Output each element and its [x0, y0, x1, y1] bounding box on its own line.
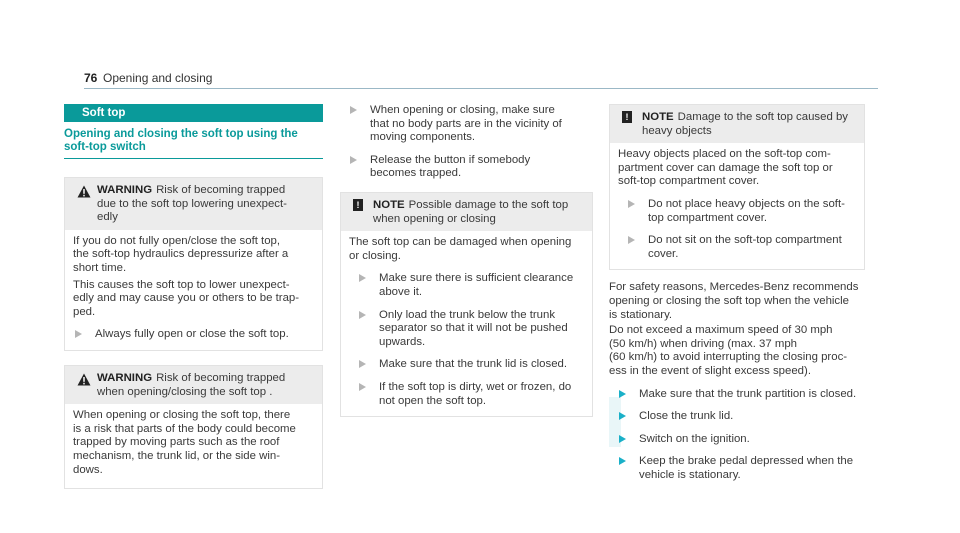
text-line: Make sure that the trunk lid is closed.	[379, 358, 568, 371]
paragraph	[618, 148, 856, 189]
subsection-heading: Opening and closing the soft top using the soft-top switch	[64, 128, 323, 159]
text-line: is stationary.	[609, 308, 673, 321]
text-line: short time.	[73, 261, 127, 274]
warning-header-1	[65, 178, 322, 230]
page-header	[84, 70, 878, 88]
text-line: mechanism, the trunk lid, or the side win-	[73, 449, 281, 462]
text-line: above it.	[379, 285, 423, 298]
text-line: Make sure that the trunk partition is closed.	[639, 387, 857, 400]
paragraph	[73, 409, 314, 477]
note-box-1	[340, 192, 593, 417]
instruction-step	[349, 358, 584, 372]
text-line: Do not sit on the soft-top compartment	[648, 234, 842, 247]
instruction-step	[349, 309, 584, 350]
paragraph	[73, 279, 314, 320]
text-line: When opening or closing, make sure	[370, 104, 555, 116]
arrow-right-icon	[75, 330, 82, 338]
warning-body-2	[65, 404, 322, 488]
arrow-right-icon	[350, 156, 357, 164]
text-line: Do not exceed a maximum speed of 30 mph	[609, 324, 833, 337]
warning-title-line: due to the soft top lowering unexpect-	[97, 197, 287, 210]
paragraph	[609, 324, 865, 378]
text-line: trapped by moving parts such as the roof	[73, 436, 280, 449]
note-body-1	[341, 231, 592, 416]
text-line: Release the button if somebody	[370, 153, 531, 166]
arrow-right-icon	[359, 360, 366, 368]
action-step	[609, 410, 865, 424]
exclamation-icon: !	[622, 111, 632, 123]
instruction-step	[349, 381, 584, 408]
text-line: not open the soft top.	[379, 394, 487, 407]
instruction-step	[73, 328, 314, 342]
text-line: ess in the event of slight excess speed).	[609, 364, 811, 377]
text-line: When opening or closing the soft top, there	[73, 409, 291, 422]
instruction-step	[618, 198, 856, 225]
column-3	[609, 104, 865, 482]
text-line: (60 km/h) to avoid interrupting the closing proc-	[609, 351, 848, 364]
warning-title-line: when opening/closing the soft top .	[97, 385, 273, 398]
header-divider	[84, 88, 878, 89]
action-step	[609, 433, 865, 447]
text-line: separator so that it will not be pushed	[379, 322, 568, 335]
text-line: partment cover can damage the soft top or	[618, 161, 833, 174]
text-line: (50 km/h) when driving (max. 37 mph	[609, 337, 798, 350]
arrow-right-icon	[628, 236, 635, 244]
arrow-right-icon	[619, 412, 626, 420]
text-line: The soft top can be damaged when opening	[349, 236, 572, 249]
note-title-line: Damage to the soft top caused by	[677, 111, 848, 123]
note-title-line: Possible damage to the soft top	[408, 198, 569, 211]
text-line: is a risk that parts of the body could become	[73, 422, 296, 435]
text-line: Only load the trunk below the trunk	[379, 308, 556, 321]
text-line: soft-top compartment cover.	[618, 175, 760, 188]
warning-label: WARNING	[97, 184, 153, 196]
text-line: This causes the soft top to lower unexpect-	[73, 278, 290, 291]
note-title-line: when opening or closing	[373, 212, 496, 225]
arrow-right-icon	[619, 457, 626, 465]
column-1	[64, 104, 323, 489]
instruction-step	[340, 154, 593, 181]
warning-title-line: Risk of becoming trapped	[156, 184, 286, 196]
text-line: Do not place heavy objects on the soft-	[648, 197, 845, 210]
text-line: Switch on the ignition.	[639, 432, 750, 445]
page-number: 76	[84, 71, 98, 85]
text-line: If the soft top is dirty, wet or frozen, do	[379, 380, 572, 393]
arrow-right-icon	[628, 200, 635, 208]
text-line: Heavy objects placed on the soft-top com-	[618, 148, 831, 161]
instruction-step	[349, 272, 584, 299]
note-box-2	[609, 104, 865, 270]
warning-box-2	[64, 365, 323, 489]
warning-title-line: edly	[97, 211, 118, 224]
arrow-right-icon	[350, 106, 357, 114]
section-band: Soft top	[64, 104, 323, 122]
arrow-right-icon	[359, 383, 366, 391]
text-line: Make sure there is sufficient clearance	[379, 272, 574, 285]
action-step	[609, 388, 865, 402]
paragraph	[349, 236, 584, 263]
section-title: Opening and closing	[103, 71, 213, 85]
text-line: or closing.	[349, 249, 401, 262]
action-step	[609, 455, 865, 482]
step-text: Always fully open or close the soft top.	[95, 328, 289, 341]
instruction-step	[618, 234, 856, 261]
note-header-1	[341, 193, 592, 231]
text-line: edly and may cause you or others to be trap-	[73, 292, 300, 305]
exclamation-icon: !	[353, 199, 363, 211]
column-2	[340, 104, 593, 417]
paragraph	[609, 281, 865, 322]
text-line: Keep the brake pedal depressed when the	[639, 455, 854, 468]
text-line: that no body parts are in the vicinity of	[370, 117, 562, 130]
note-label: NOTE	[642, 111, 674, 123]
arrow-right-icon	[619, 435, 626, 443]
warning-box-1	[64, 177, 323, 351]
text-line: becomes trapped.	[370, 167, 462, 180]
text-line: ped.	[73, 305, 96, 318]
text-line: the soft-top hydraulics depressurize after a	[73, 248, 289, 261]
warning-label: WARNING	[97, 371, 153, 384]
text-line: dows.	[73, 463, 103, 476]
warning-title-line: Risk of becoming trapped	[156, 371, 286, 384]
text-line: vehicle is stationary.	[639, 468, 741, 481]
note-label: NOTE	[373, 198, 405, 211]
arrow-right-icon	[619, 390, 626, 398]
warning-triangle-icon	[77, 373, 91, 386]
instruction-step	[340, 104, 593, 145]
warning-body-1	[65, 230, 322, 350]
warning-triangle-icon	[77, 185, 91, 198]
note-body-2	[610, 143, 864, 269]
note-title-line: heavy objects	[642, 124, 712, 137]
arrow-right-icon	[359, 274, 366, 282]
text-line: upwards.	[379, 335, 426, 348]
arrow-right-icon	[359, 311, 366, 319]
warning-header-2	[65, 366, 322, 404]
text-line: top compartment cover.	[648, 211, 768, 224]
text-line: If you do not fully open/close the soft top,	[73, 234, 281, 247]
text-line: Close the trunk lid.	[639, 410, 734, 423]
text-line: opening or closing the soft top when the vehicle	[609, 294, 849, 307]
text-line: moving components.	[370, 131, 476, 144]
text-line: cover.	[648, 247, 679, 260]
text-line: For safety reasons, Mercedes-Benz recommends	[609, 281, 859, 294]
note-header-2	[610, 105, 864, 143]
paragraph	[73, 235, 314, 276]
